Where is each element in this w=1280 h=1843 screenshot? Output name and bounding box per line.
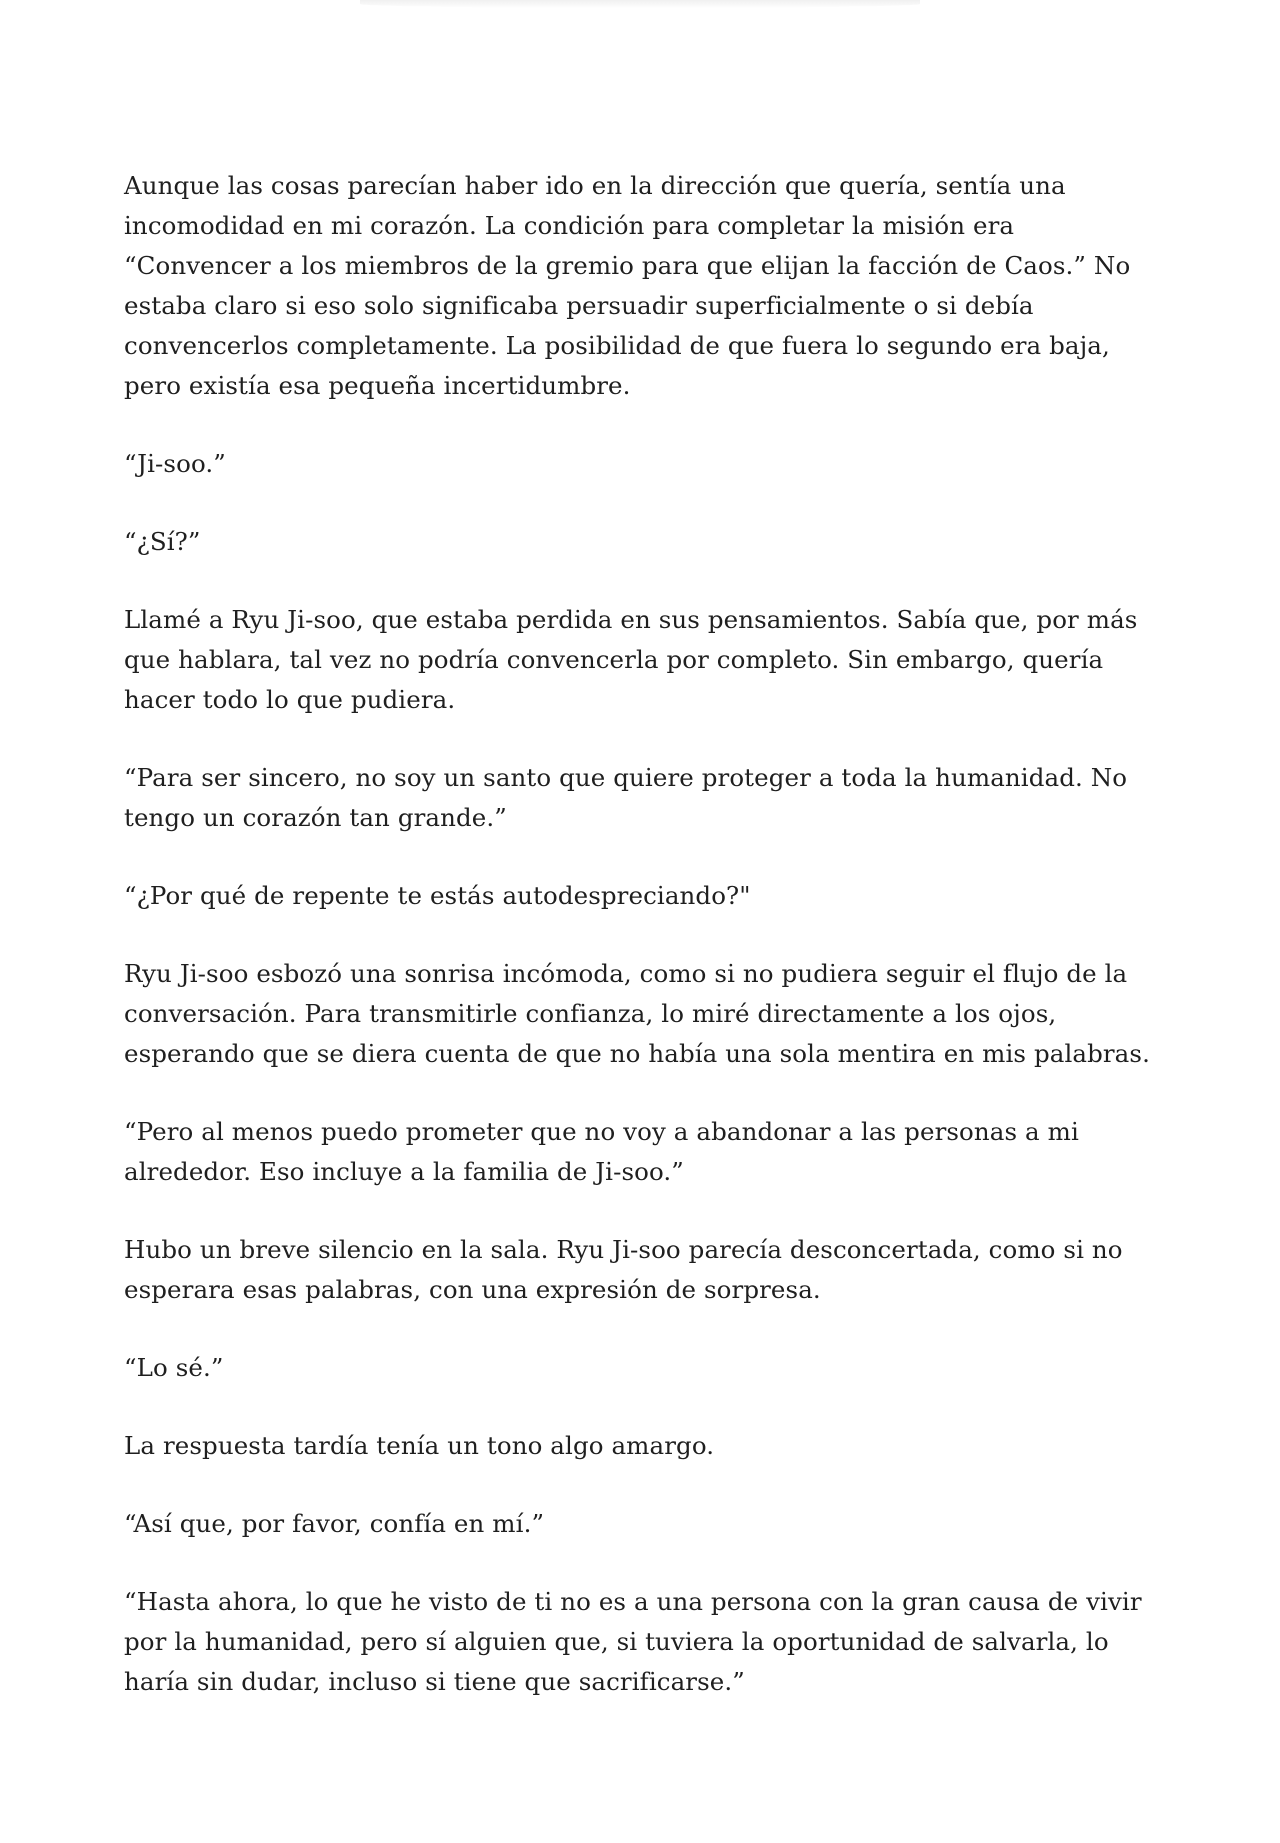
paragraph: “¿Por qué de repente te estás autodespreciando?" <box>124 881 751 910</box>
paragraph: “Lo sé.” <box>124 1353 224 1382</box>
paragraph: Aunque las cosas parecían haber ido en la dirección que quería, sentía una incomodidad en mi corazón. La condición para completar la misión era “Convencer a los miembros de la gremio para que elijan la facción de Caos.” No estaba claro si eso solo significaba persuadir superficialmente o si debía convencerlos completamente. La posibilidad de que fuera lo segundo era baja, pero existía esa pequeña incertidumbre. <box>124 171 1131 400</box>
paragraph: “Para ser sincero, no soy un santo que quiere proteger a toda la humanidad. No tengo un corazón tan grande.” <box>124 763 1128 832</box>
paragraph: “Ji-soo.” <box>124 449 226 478</box>
paragraph: “Así que, por favor, confía en mí.” <box>124 1509 545 1538</box>
paragraph: “Pero al menos puedo prometer que no voy a abandonar a las personas a mi alrededor. Eso incluye a la familia de Ji-soo.” <box>124 1117 1079 1186</box>
paragraph: Ryu Ji-soo esbozó una sonrisa incómoda, como si no pudiera seguir el flujo de la conversación. Para transmitirle confianza, lo miré directamente a los ojos, esperando que se diera cuenta de que no había una sola mentira en mis palabras. <box>124 959 1150 1068</box>
paragraph: “¿Sí?” <box>124 527 201 556</box>
paragraph: La respuesta tardía tenía un tono algo amargo. <box>124 1431 715 1460</box>
document-body <box>124 166 1164 1740</box>
top-edge-shadow <box>360 0 920 8</box>
paragraph: “Hasta ahora, lo que he visto de ti no es a una persona con la gran causa de vivir por la humanidad, pero sí alguien que, si tuviera la oportunidad de salvarla, lo haría sin dudar, incluso si tiene que sacrificarse.” <box>124 1587 1142 1696</box>
paragraph: Hubo un breve silencio en la sala. Ryu Ji-soo parecía desconcertada, como si no esperara esas palabras, con una expresión de sorpresa. <box>124 1235 1123 1304</box>
paragraph: Llamé a Ryu Ji-soo, que estaba perdida en sus pensamientos. Sabía que, por más que hablara, tal vez no podría convencerla por completo. Sin embargo, quería hacer todo lo que pudiera. <box>124 605 1138 714</box>
